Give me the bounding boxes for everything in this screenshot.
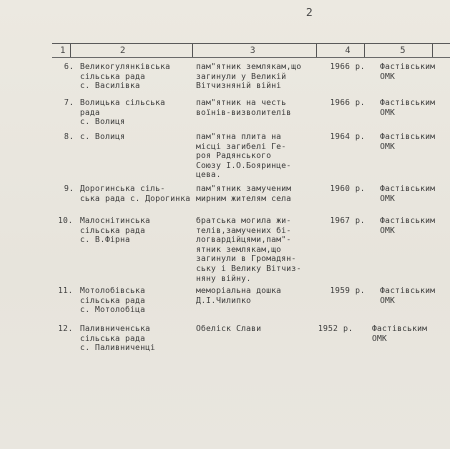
- header-divider: [70, 44, 71, 57]
- page-number: 2: [306, 6, 313, 19]
- owner-cell: Фастівським ОМК: [380, 132, 436, 151]
- row-number: 12.: [58, 324, 74, 333]
- year-cell: 1967 р.: [330, 216, 366, 225]
- council-cell: Волицька сільська рада с. Волиця: [80, 98, 166, 127]
- monument-cell: пам"ятник землякам,що загинули у Великій Вітчизняній війні: [196, 62, 302, 91]
- header-divider: [192, 44, 193, 57]
- row-number: 8.: [64, 132, 75, 141]
- header-divider: [432, 44, 433, 57]
- council-cell: Великогулянківська сільська рада с. Василівка: [80, 62, 171, 91]
- owner-cell: Фастівським ОМК: [372, 324, 428, 343]
- row-number: 6.: [64, 62, 75, 71]
- column-header-4: 4: [345, 46, 351, 56]
- year-cell: 1966 р.: [330, 98, 366, 107]
- year-cell: 1960 р.: [330, 184, 366, 193]
- council-cell: Малоснітинська сільська рада с. В.Фірна: [80, 216, 151, 245]
- column-header-5: 5: [400, 46, 406, 56]
- year-cell: 1959 р.: [330, 286, 366, 295]
- year-cell: 1964 р.: [330, 132, 366, 141]
- owner-cell: Фастівським ОМК: [380, 98, 436, 117]
- monument-cell: пам"ятник замученим мирним жителям села: [196, 184, 292, 203]
- column-header-2: 2: [120, 46, 126, 56]
- monument-cell: меморіальна дошка Д.І.Чилипко: [196, 286, 282, 305]
- monument-cell: пам"ятник на честь воїнів-визволителів: [196, 98, 292, 117]
- row-number: 9.: [64, 184, 75, 193]
- monument-cell: Обеліск Слави: [196, 324, 262, 333]
- column-header-3: 3: [250, 46, 256, 56]
- header-divider: [364, 44, 365, 57]
- row-number: 10.: [58, 216, 74, 225]
- monument-cell: пам"ятна плита на місці загибелі Ге- роя Радянського Союзу І.О.Бояринце- цева.: [196, 132, 292, 180]
- year-cell: 1952 р.: [318, 324, 354, 333]
- monument-cell: братська могила жи- телів,замучених бі- логвардійцями,пам"- ятник землякам,що загинули в Громадян- ську і Велику Вітчиз- няну війну.: [196, 216, 302, 283]
- year-cell: 1966 р.: [330, 62, 366, 71]
- row-number: 7.: [64, 98, 75, 107]
- owner-cell: Фастівським ОМК: [380, 286, 436, 305]
- header-bottom-rule: [52, 57, 450, 58]
- header-top-rule: [52, 43, 450, 44]
- council-cell: Паливниченська сільська рада с. Паливниченці: [80, 324, 156, 353]
- council-cell: Мотолобівська сільська рада с. Мотолобіца: [80, 286, 146, 315]
- owner-cell: Фастівським ОМК: [380, 216, 436, 235]
- council-cell: с. Волиця: [80, 132, 126, 141]
- row-number: 11.: [58, 286, 74, 295]
- header-divider: [316, 44, 317, 57]
- column-header-1: 1: [60, 46, 66, 56]
- owner-cell: Фастівським ОМК: [380, 62, 436, 81]
- council-cell: Дорогинська сіль- ська рада с. Дорогинка: [80, 184, 191, 203]
- owner-cell: Фастівським ОМК: [380, 184, 436, 203]
